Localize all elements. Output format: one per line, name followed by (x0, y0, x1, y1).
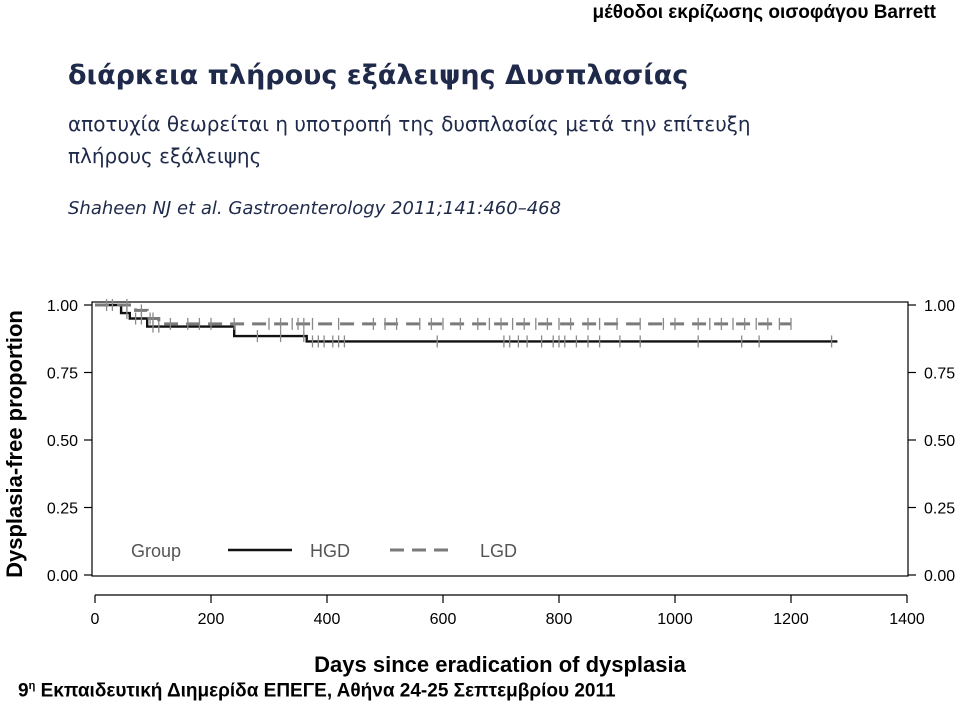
x-tick-label: 0 (90, 611, 100, 628)
slide-subtitle: αποτυχία θεωρείται η υποτροπή της δυσπλασίας μετά την επίτευξη πλήρους εξάλειψης (68, 112, 751, 168)
x-tick-label: 1400 (889, 611, 925, 628)
y-tick-label-left: 0.00 (46, 568, 78, 585)
x-tick-label: 600 (429, 611, 457, 628)
footer (18, 680, 616, 702)
footer-text: Εκπαιδευτική Διημερίδα ΕΠΕΓΕ, Αθήνα 24-25 Σεπτεμβρίου 2011 (35, 680, 616, 702)
legend (131, 541, 517, 561)
y-tick-label-left: 0.50 (46, 433, 78, 450)
y-tick-label-right: 1.00 (924, 298, 956, 315)
legend-title: Group (131, 541, 182, 561)
y-axis-right (908, 298, 955, 585)
series-lgd (95, 299, 791, 330)
y-tick-label-left: 1.00 (46, 298, 78, 315)
x-tick-label: 800 (545, 611, 573, 628)
y-tick-label-right: 0.50 (924, 433, 956, 450)
x-tick-label: 200 (197, 611, 225, 628)
y-tick-label-right: 0.00 (924, 568, 956, 585)
x-axis-label: Days since eradication of dysplasia (314, 652, 686, 677)
y-axis-label: Dysplasia-free proportion (2, 310, 27, 578)
y-tick-label-left: 0.75 (46, 365, 78, 383)
km-chart (0, 270, 960, 678)
y-tick-label-left: 0.25 (46, 500, 78, 518)
plot-border (92, 302, 908, 576)
topic-header: μέθοδοι εκρίζωσης οισοφάγου Barrett (592, 2, 936, 23)
y-tick-label-right: 0.75 (924, 365, 956, 383)
x-tick-label: 1200 (773, 611, 809, 628)
plot-frame (92, 302, 908, 576)
y-tick-label-right: 0.25 (924, 500, 956, 518)
y-axis-left (47, 298, 92, 585)
legend-label-hgd: HGD (310, 541, 350, 561)
citation: Shaheen NJ et al. Gastroenterology 2011;141:460–468 (68, 198, 562, 219)
slide-title: διάρκεια πλήρους εξάλειψης Δυσπλασίας (68, 60, 689, 91)
footer-number: 9 (18, 680, 29, 702)
footer-superscript: η (28, 680, 36, 692)
x-tick-label: 400 (313, 611, 341, 628)
series-layer (95, 299, 837, 347)
x-tick-label: 1000 (657, 611, 693, 628)
x-axis (91, 595, 925, 628)
legend-label-lgd: LGD (480, 541, 518, 561)
